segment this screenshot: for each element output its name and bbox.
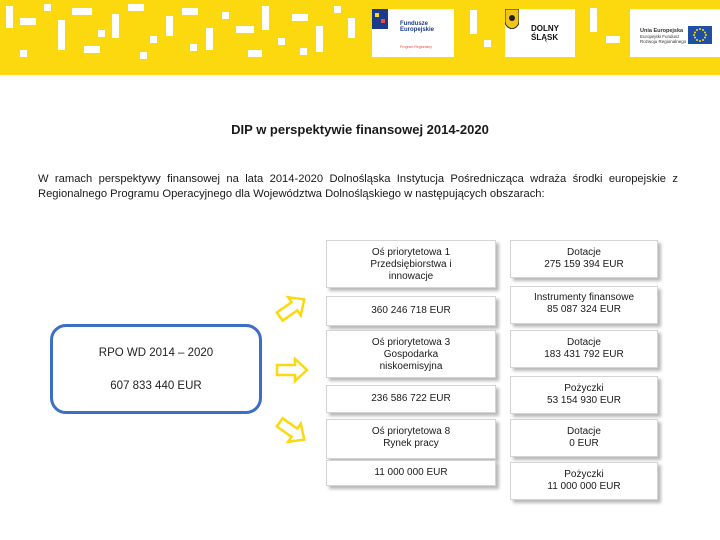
page-title: DIP w perspektywie finansowej 2014-2020 <box>231 122 489 137</box>
dolny-slask-line-2: ŚLĄSK <box>531 33 559 42</box>
axis-1-funding-1-amount: 275 159 394 EUR <box>544 259 624 270</box>
axis-3-name-line-3: niskoemisyjna <box>379 361 443 372</box>
fundusze-star-icon <box>372 9 388 29</box>
ue-line-1: Unia Europejska <box>640 28 684 34</box>
axis-3-funding-2-label: Pożyczki <box>564 383 604 394</box>
axis-8-amount: 11 000 000 EUR <box>374 467 448 478</box>
ue-line-3: Rozwoju Regionalnego <box>640 39 687 44</box>
axis-8-funding-2-box <box>510 462 658 500</box>
axis-1-funding-2-amount: 85 087 324 EUR <box>547 304 621 315</box>
axis-8-funding-2-label: Pożyczki <box>564 469 604 480</box>
axis-8-funding-1-label: Dotacje <box>567 426 601 437</box>
rpo-amount: 607 833 440 EUR <box>110 380 202 392</box>
arrow-right-icon <box>273 355 311 385</box>
unia-europejska-logo <box>630 9 720 57</box>
axis-1-amount-box <box>326 296 496 326</box>
axis-3-funding-1-amount: 183 431 792 EUR <box>544 349 624 360</box>
axis-8-funding-1-amount: 0 EUR <box>569 438 599 449</box>
axis-1-name-line-1: Oś priorytetowa 1 <box>371 247 451 258</box>
axis-3-name-box <box>326 330 496 378</box>
axis-3-funding-2-amount: 53 154 930 EUR <box>547 395 621 406</box>
axis-8-funding-2-amount: 11 000 000 EUR <box>547 481 621 492</box>
axis-8-name-line-1: Oś priorytetowa 8 <box>371 426 451 437</box>
rpo-summary-box <box>50 324 262 414</box>
axis-1-amount: 360 246 718 EUR <box>371 305 451 316</box>
axis-8-name-line-2: Rynek pracy <box>383 438 439 449</box>
axis-3-amount-box <box>326 385 496 413</box>
axis-1-name-box <box>326 240 496 288</box>
axis-3-name-line-1: Oś priorytetowa 3 <box>371 337 451 348</box>
axis-1-name-line-3: innowacje <box>388 271 434 282</box>
axis-3-name-line-2: Gospodarka <box>383 349 439 360</box>
header-decoration <box>0 0 720 75</box>
axis-1-name-line-2: Przedsiębiorstwa i <box>370 259 452 270</box>
fundusze-europejskie-logo <box>372 9 454 57</box>
dolny-slask-line-1: DOLNY <box>531 24 559 33</box>
eagle-crest-icon <box>505 9 519 29</box>
dolny-slask-logo <box>505 9 575 57</box>
fundusze-line-1: Fundusze <box>400 21 428 27</box>
axis-1-funding-1-box <box>510 240 658 278</box>
header-band <box>0 0 720 75</box>
axis-8-name-box <box>326 419 496 459</box>
arrow-down-right-icon <box>273 416 311 446</box>
axis-3-funding-1-box <box>510 330 658 368</box>
axis-8-funding-1-box <box>510 419 658 457</box>
fundusze-line-2: Europejskie <box>400 27 435 33</box>
rpo-title: RPO WD 2014 – 2020 <box>98 347 214 359</box>
axis-3-funding-1-label: Dotacje <box>567 337 601 348</box>
arrow-up-right-icon <box>273 293 311 323</box>
axis-8-amount-box <box>326 460 496 486</box>
axis-3-funding-2-box <box>510 376 658 414</box>
axis-1-funding-2-label: Instrumenty finansowe <box>533 292 635 303</box>
axis-3-amount: 236 586 722 EUR <box>371 393 451 404</box>
fundusze-sub: Program Regionalny <box>400 45 432 49</box>
ue-line-2: Europejski Fundusz <box>640 34 680 39</box>
axis-1-funding-1-label: Dotacje <box>567 247 601 258</box>
eu-flag-icon <box>688 26 712 44</box>
intro-paragraph: W ramach perspektywy finansowej na lata 2014-2020 Dolnośląska Instytucja Pośrednicząca wdraża środki europejskie z Regionalnego Programu Operacyjnego dla Województwa Dolnośląskiego w następujących obszarach: <box>38 173 678 200</box>
axis-1-funding-2-box <box>510 286 658 324</box>
